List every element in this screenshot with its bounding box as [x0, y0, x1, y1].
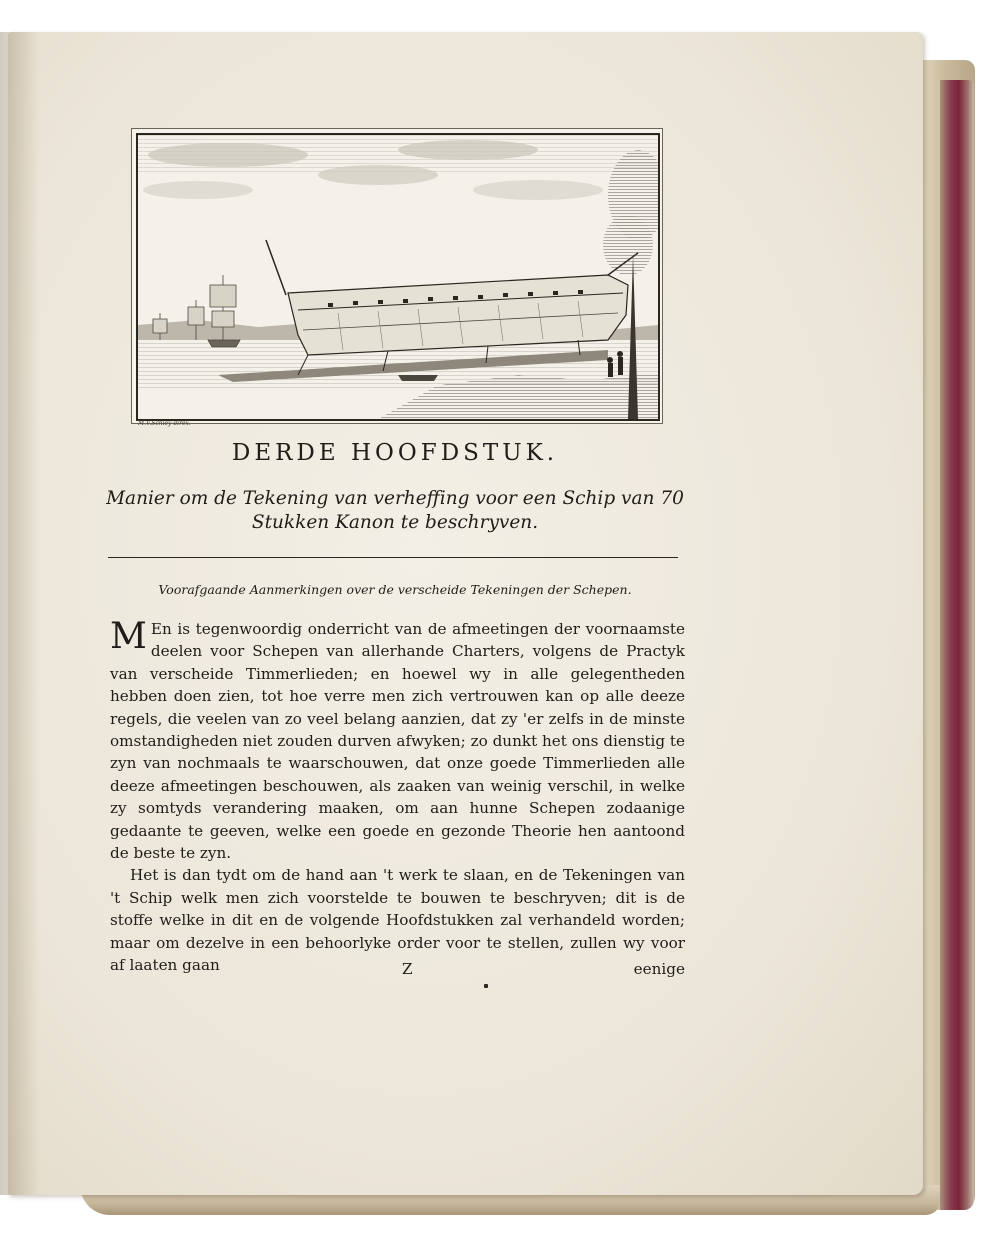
engraver-signature: M.V.Schley direx. — [138, 420, 191, 427]
ship-engraving — [136, 133, 660, 421]
paragraph-2: Het is dan tydt om de hand aan 't werk te slaan, en de Tekeningen van 't Schip welk men zich voorstelde te bouwen te beschryven; dit is de stoffe welke in dit en de volgende Hoofdstukken zal verhandeld worden; maar om dezelve in een behoorlyke order voor te stellen, zullen wy voor af laaten gaan — [110, 866, 685, 975]
printer-dot — [484, 984, 488, 988]
drop-cap: M — [110, 616, 147, 657]
paragraph-1 — [110, 618, 685, 864]
body-text — [110, 618, 685, 977]
horizontal-rule — [108, 557, 678, 558]
catchword: eenige — [633, 960, 685, 978]
chapter-subtitle-line-2: Stukken Kanon te beschryven. — [251, 512, 539, 533]
chapter-title: DERDE HOOFDSTUK. — [231, 440, 559, 466]
chapter-subtitle — [95, 487, 695, 535]
gutter-shadow — [0, 32, 40, 1195]
page-footer — [110, 960, 685, 982]
signature-mark: Z — [402, 960, 413, 978]
paragraph-1-text: En is tegenwoordig onderricht van de afmeetingen der voornaamste deelen voor Schepen van allerhande Charters, volgens de Practyk van verscheide Timmerlieden; en hoewel wy in alle gelegentheden hebben doen zien, tot hoe verre men zich vertrouwen kan op alle deeze regels, die veelen van zo veel belang aanzien, dat zy 'er zelfs in de minste omstandigheden niet zouden durven afwyken; zo dunkt het ons dienstig te zyn van nochmaals te waarschouwen, dat onze goede Timmerlieden alle deeze afmeetingen beschouwen, als zaaken van weinig verschil, in welke zy somtyds verandering maaken, om aan hunne Schepen zodaanige gedaante te geeven, welke een goede en gezonde Theorie hen aantoond de beste te zyn. — [110, 620, 685, 863]
chapter-subtitle-line-1: Manier om de Tekening van verheffing voor een Schip van 70 — [106, 488, 684, 509]
section-heading: Voorafgaande Aanmerkingen over de verscheide Tekeningen der Schepen. — [158, 582, 632, 597]
ship-engraving-image — [138, 135, 658, 419]
book-cover-edge — [940, 80, 974, 1210]
